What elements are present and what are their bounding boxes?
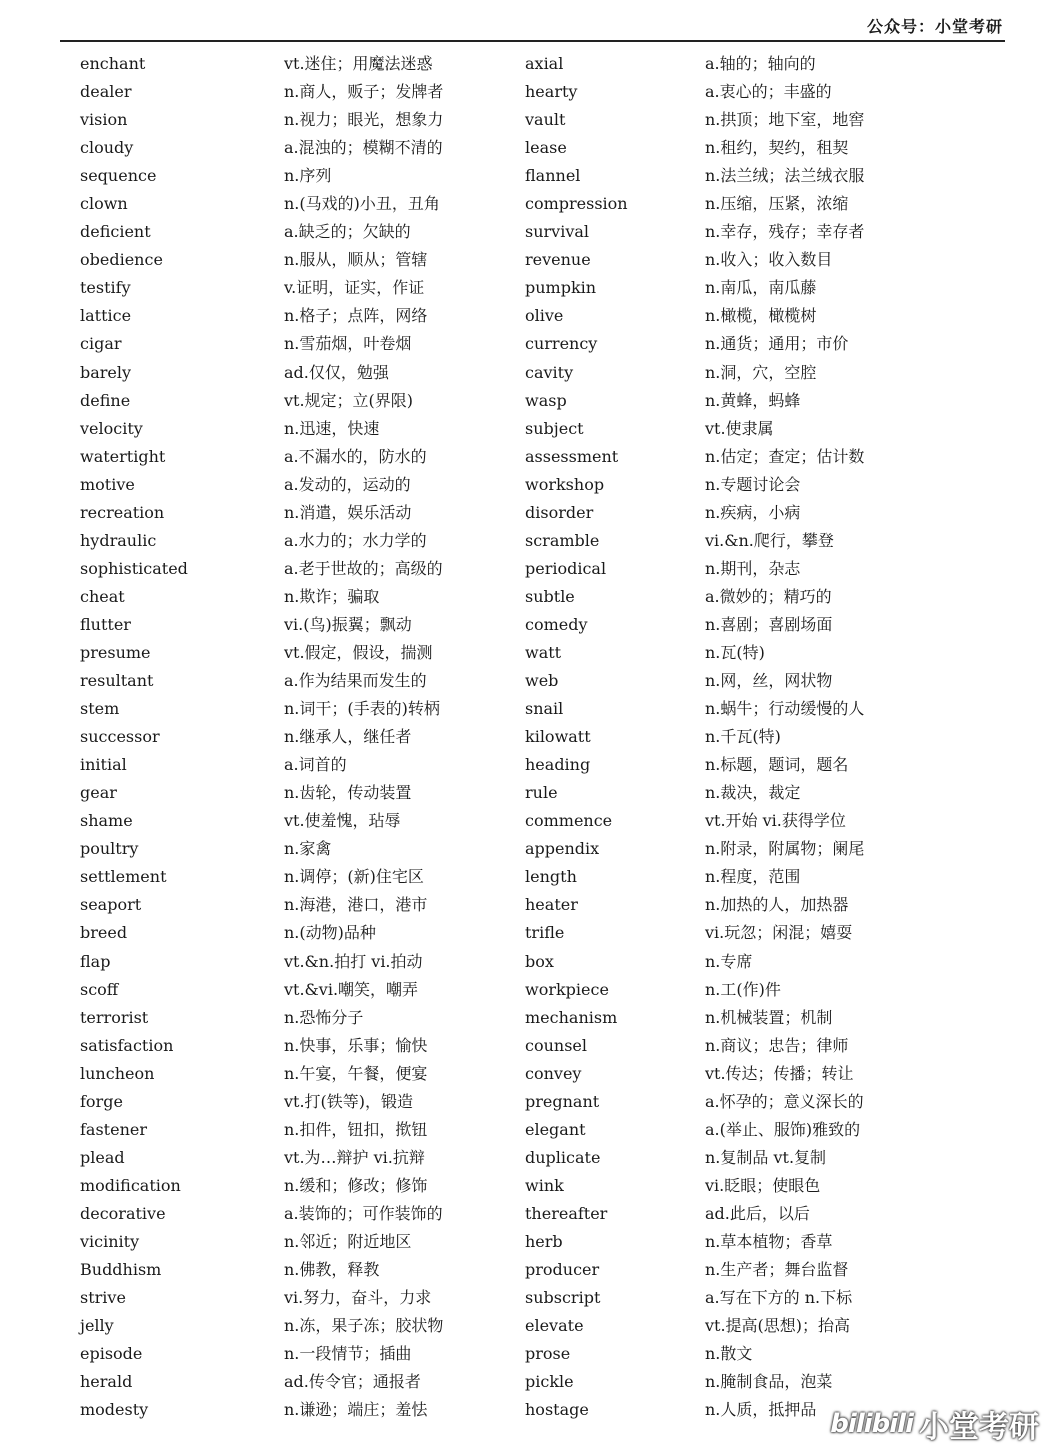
word-right: workpiece [525, 979, 609, 999]
definition-left: n.调停；(新)住宅区 [284, 867, 424, 887]
definition-left: vt.&n.拍打 vi.拍动 [284, 951, 423, 971]
table-row [0, 78, 1063, 106]
definition-right: n.网，丝，网状物 [705, 671, 833, 691]
table-row [0, 1032, 1063, 1060]
word-left: resultant [80, 671, 154, 691]
definition-left: n.邻近；附近地区 [284, 1231, 412, 1251]
definition-right: n.标题，题词，题名 [705, 755, 849, 775]
word-left: vicinity [80, 1231, 140, 1251]
table-row [0, 415, 1063, 443]
word-left: flap [80, 951, 111, 971]
definition-left: n.扣件，钮扣，揿钮 [284, 1119, 428, 1139]
table-row [0, 1116, 1063, 1144]
word-left: cigar [80, 334, 122, 354]
table-row [0, 751, 1063, 779]
definition-right: a.写在下方的 n.下标 [705, 1288, 853, 1308]
definition-left: n.词干；(手表的)转柄 [284, 699, 440, 719]
definition-right: n.南瓜，南瓜藤 [705, 278, 817, 298]
table-row [0, 1200, 1063, 1228]
word-left: seaport [80, 895, 142, 915]
word-right: vault [525, 110, 566, 130]
definition-left: v.证明，证实，作证 [284, 278, 425, 298]
word-right: scramble [525, 530, 600, 550]
table-row [0, 134, 1063, 162]
table-row [0, 1144, 1063, 1172]
definition-left: n.家禽 [284, 839, 332, 859]
definition-right: vt.使隶属 [705, 418, 774, 438]
table-row [0, 891, 1063, 919]
word-right: hostage [525, 1400, 589, 1420]
word-left: recreation [80, 502, 165, 522]
table-row [0, 1228, 1063, 1256]
definition-left: n.视力；眼光，想象力 [284, 110, 444, 130]
definition-left: n.午宴，午餐，便宴 [284, 1063, 428, 1083]
definition-right: n.加热的人，加热器 [705, 895, 849, 915]
definition-right: n.洞，穴，空腔 [705, 362, 817, 382]
table-row [0, 695, 1063, 723]
definition-left: a.水力的；水力学的 [284, 530, 427, 550]
word-right: heater [525, 895, 578, 915]
word-right: disorder [525, 502, 594, 522]
definition-left: a.装饰的；可作装饰的 [284, 1203, 443, 1223]
word-right: commence [525, 811, 613, 831]
table-row [0, 723, 1063, 751]
definition-left: vt.规定；立(界限) [284, 390, 414, 410]
table-row [0, 1172, 1063, 1200]
table-row [0, 1060, 1063, 1088]
word-left: hydraulic [80, 530, 157, 550]
definition-left: vt.假定，假设，揣测 [284, 642, 433, 662]
definition-right: n.期刊，杂志 [705, 558, 801, 578]
word-right: compression [525, 194, 628, 214]
table-row [0, 976, 1063, 1004]
word-left: watertight [80, 446, 166, 466]
word-left: plead [80, 1147, 125, 1167]
word-left: poultry [80, 839, 139, 859]
definition-left: vt.迷住；用魔法迷惑 [284, 54, 433, 73]
definition-left: n.一段情节；插曲 [284, 1344, 412, 1364]
table-row [0, 835, 1063, 863]
word-right: elevate [525, 1316, 584, 1336]
table-row [0, 1340, 1063, 1368]
definition-left: n.消遣，娱乐活动 [284, 502, 412, 522]
table-row [0, 330, 1063, 358]
word-right: box [525, 951, 554, 971]
definition-left: a.词首的 [284, 755, 347, 775]
definition-right: vt.开始 vi.获得学位 [705, 811, 846, 831]
word-left: satisfaction [80, 1035, 174, 1055]
word-right: hearty [525, 82, 578, 102]
word-right: pregnant [525, 1091, 600, 1111]
word-right: assessment [525, 446, 619, 466]
definition-right: n.专席 [705, 951, 753, 971]
definition-right: ad.此后，以后 [705, 1203, 810, 1223]
definition-right: n.拱顶；地下室，地窖 [705, 110, 865, 130]
word-left: cloudy [80, 138, 134, 158]
table-row [0, 1004, 1063, 1032]
table-row [0, 1256, 1063, 1284]
header-text: 公众号：小堂考研 [866, 17, 1003, 36]
definition-left: a.混浊的；模糊不清的 [284, 138, 443, 158]
definition-right: n.机械装置；机制 [705, 1007, 833, 1027]
table-row [0, 50, 1063, 78]
definition-left: vt.为…辩护 vi.抗辩 [284, 1147, 425, 1167]
word-right: herb [525, 1231, 563, 1251]
word-left: clown [80, 194, 128, 214]
definition-right: a.怀孕的；意义深长的 [705, 1091, 864, 1111]
table-row [0, 106, 1063, 134]
table-row [0, 611, 1063, 639]
definition-left: n.雪茄烟，叶卷烟 [284, 334, 412, 354]
word-right: periodical [525, 558, 607, 578]
word-right: producer [525, 1260, 600, 1280]
table-row [0, 443, 1063, 471]
definition-left: n.海港，港口，港市 [284, 895, 428, 915]
definition-left: n.欺诈；骗取 [284, 586, 380, 606]
word-left: terrorist [80, 1007, 149, 1027]
table-row [0, 162, 1063, 190]
definition-right: n.通货；通用；市价 [705, 334, 849, 354]
word-right: wink [525, 1175, 564, 1195]
table-row [0, 779, 1063, 807]
word-right: prose [525, 1344, 571, 1364]
word-right: revenue [525, 250, 591, 270]
table-row [0, 302, 1063, 330]
word-right: pickle [525, 1372, 574, 1392]
table-row [0, 190, 1063, 218]
word-right: wasp [525, 390, 567, 410]
watermark-text: 小堂考研 [919, 1410, 1039, 1445]
word-left: deficient [80, 222, 151, 242]
word-left: flutter [80, 614, 131, 634]
table-row [0, 555, 1063, 583]
definition-right: a.(举止、服饰)雅致的 [705, 1119, 861, 1139]
table-row [0, 387, 1063, 415]
table-row [0, 948, 1063, 976]
definition-left: ad.传令官；通报者 [284, 1372, 421, 1392]
word-left: strive [80, 1288, 126, 1308]
definition-left: a.缺乏的；欠缺的 [284, 222, 411, 242]
table-row [0, 807, 1063, 835]
word-left: cheat [80, 586, 125, 606]
word-left: shame [80, 811, 133, 831]
definition-left: a.不漏水的，防水的 [284, 446, 427, 466]
word-left: decorative [80, 1203, 166, 1223]
word-right: axial [525, 54, 564, 73]
word-right: convey [525, 1063, 582, 1083]
definition-right: n.蜗牛；行动缓慢的人 [705, 699, 865, 719]
definition-right: n.租约，契约，租契 [705, 138, 849, 158]
word-left: scoff [80, 979, 119, 999]
word-left: modification [80, 1175, 181, 1195]
table-row [0, 218, 1063, 246]
definition-right: n.生产者；舞台监督 [705, 1260, 849, 1280]
word-right: subtle [525, 586, 575, 606]
word-left: gear [80, 783, 117, 803]
word-right: web [525, 671, 559, 691]
word-right: survival [525, 222, 590, 242]
definition-left: n.快事，乐事；愉快 [284, 1035, 428, 1055]
word-left: define [80, 390, 131, 410]
definition-right: a.衷心的；丰盛的 [705, 82, 832, 102]
definition-right: vi.&n.爬行，攀登 [705, 530, 834, 550]
definition-right: n.疾病，小病 [705, 502, 801, 522]
definition-right: a.微妙的；精巧的 [705, 586, 832, 606]
word-right: olive [525, 306, 564, 326]
definition-right: n.腌制食品，泡菜 [705, 1372, 833, 1392]
table-row [0, 1368, 1063, 1396]
word-right: subscript [525, 1288, 601, 1308]
definition-left: n.谦逊；端庄；羞怯 [284, 1400, 428, 1420]
word-right: rule [525, 783, 558, 803]
definition-right: n.草本植物；香草 [705, 1231, 833, 1251]
definition-left: a.发动的，运动的 [284, 474, 411, 494]
word-left: sequence [80, 166, 157, 186]
definition-right: n.复制品 vt.复制 [705, 1147, 827, 1167]
word-right: heading [525, 755, 591, 775]
word-right: currency [525, 334, 598, 354]
definition-right: n.橄榄，橄榄树 [705, 306, 817, 326]
definition-left: ad.仅仅，勉强 [284, 362, 389, 382]
word-left: dealer [80, 82, 132, 102]
definition-left: a.作为结果而发生的 [284, 671, 427, 691]
word-right: kilowatt [525, 727, 591, 747]
word-right: mechanism [525, 1007, 618, 1027]
definition-left: vt.使羞愧，玷辱 [284, 811, 401, 831]
definition-right: n.瓦(特) [705, 642, 765, 662]
definition-right: n.喜剧；喜剧场面 [705, 614, 833, 634]
definition-right: n.千瓦(特) [705, 727, 781, 747]
definition-right: n.商议；忠告；律师 [705, 1035, 849, 1055]
word-list [0, 50, 1063, 1424]
watermark [830, 1402, 1039, 1446]
definition-right: n.专题讨论会 [705, 474, 801, 494]
definition-right: vi.眨眼；使眼色 [705, 1175, 821, 1195]
word-left: initial [80, 755, 127, 775]
word-left: lattice [80, 306, 132, 326]
definition-left: n.恐怖分子 [284, 1007, 364, 1027]
definition-right: n.散文 [705, 1344, 753, 1364]
word-right: snail [525, 699, 564, 719]
definition-left: n.继承人，继任者 [284, 727, 412, 747]
definition-right: n.幸存，残存；幸存者 [705, 222, 865, 242]
definition-right: n.收入；收入数目 [705, 250, 833, 270]
word-right: length [525, 867, 577, 887]
word-left: motive [80, 474, 135, 494]
table-row [0, 1088, 1063, 1116]
word-right: duplicate [525, 1147, 601, 1167]
definition-left: vt.&vi.嘲笑，嘲弄 [284, 979, 419, 999]
table-row [0, 359, 1063, 387]
definition-left: a.老于世故的；高级的 [284, 558, 443, 578]
definition-left: vi.努力，奋斗，力求 [284, 1288, 432, 1308]
definition-right: vi.玩忽；闲混；嬉耍 [705, 923, 853, 943]
definition-left: n.(动物)品种 [284, 923, 376, 943]
definition-right: vt.传达；传播；转让 [705, 1063, 854, 1083]
word-left: enchant [80, 54, 146, 73]
definition-left: n.服从，顺从；管辖 [284, 250, 428, 270]
definition-right: n.工(作)件 [705, 979, 781, 999]
word-left: sophisticated [80, 558, 188, 578]
definition-left: n.缓和；修改；修饰 [284, 1175, 428, 1195]
bilibili-logo: bilibili [830, 1409, 913, 1439]
definition-right: vt.提高(思想)；抬高 [705, 1316, 851, 1336]
definition-right: n.附录，附属物；阑尾 [705, 839, 865, 859]
word-right: elegant [525, 1119, 586, 1139]
definition-left: n.迅速，快速 [284, 418, 380, 438]
word-left: vision [80, 110, 128, 130]
definition-right: n.黄蜂，蚂蜂 [705, 390, 801, 410]
word-right: subject [525, 418, 584, 438]
word-right: watt [525, 642, 562, 662]
table-row [0, 471, 1063, 499]
table-row [0, 1312, 1063, 1340]
word-left: forge [80, 1091, 123, 1111]
word-right: trifle [525, 923, 565, 943]
table-row [0, 274, 1063, 302]
word-right: thereafter [525, 1203, 608, 1223]
definition-right: n.估定；查定；估计数 [705, 446, 865, 466]
definition-left: n.序列 [284, 166, 332, 186]
definition-left: n.商人，贩子；发牌者 [284, 82, 444, 102]
definition-right: a.轴的；轴向的 [705, 54, 816, 73]
table-row [0, 1284, 1063, 1312]
page-header [60, 0, 1005, 42]
definition-left: n.(马戏的)小丑，丑角 [284, 194, 440, 214]
table-row [0, 583, 1063, 611]
definition-left: n.齿轮，传动装置 [284, 783, 412, 803]
word-right: pumpkin [525, 278, 597, 298]
word-right: flannel [525, 166, 581, 186]
definition-right: n.裁决，裁定 [705, 783, 801, 803]
word-right: workshop [525, 474, 605, 494]
word-left: testify [80, 278, 131, 298]
table-row [0, 919, 1063, 947]
table-row [0, 863, 1063, 891]
word-left: Buddhism [80, 1260, 162, 1280]
word-left: presume [80, 642, 151, 662]
definition-right: n.人质，抵押品 [705, 1400, 817, 1420]
word-left: breed [80, 923, 128, 943]
word-right: appendix [525, 839, 600, 859]
word-left: herald [80, 1372, 133, 1392]
word-right: comedy [525, 614, 588, 634]
table-row [0, 667, 1063, 695]
word-left: settlement [80, 867, 167, 887]
word-left: velocity [80, 418, 143, 438]
word-left: episode [80, 1344, 143, 1364]
table-row [0, 639, 1063, 667]
word-left: jelly [80, 1316, 114, 1336]
word-left: successor [80, 727, 160, 747]
word-left: fastener [80, 1119, 147, 1139]
word-left: modesty [80, 1400, 149, 1420]
word-right: lease [525, 138, 567, 158]
word-right: counsel [525, 1035, 587, 1055]
table-row [0, 499, 1063, 527]
word-left: stem [80, 699, 120, 719]
definition-left: n.佛教，释教 [284, 1260, 380, 1280]
word-left: luncheon [80, 1063, 155, 1083]
definition-left: n.格子；点阵，网络 [284, 306, 428, 326]
definition-left: n.冻，果子冻；胶状物 [284, 1316, 444, 1336]
definition-right: n.法兰绒；法兰绒衣服 [705, 166, 865, 186]
table-row [0, 246, 1063, 274]
definition-left: vi.(鸟)振翼；飘动 [284, 614, 412, 634]
definition-left: vt.打(铁等)，锻造 [284, 1091, 414, 1111]
table-row [0, 527, 1063, 555]
definition-right: n.程度，范围 [705, 867, 801, 887]
definition-right: n.压缩，压紧，浓缩 [705, 194, 849, 214]
word-left: barely [80, 362, 132, 382]
word-right: cavity [525, 362, 574, 382]
word-left: obedience [80, 250, 163, 270]
